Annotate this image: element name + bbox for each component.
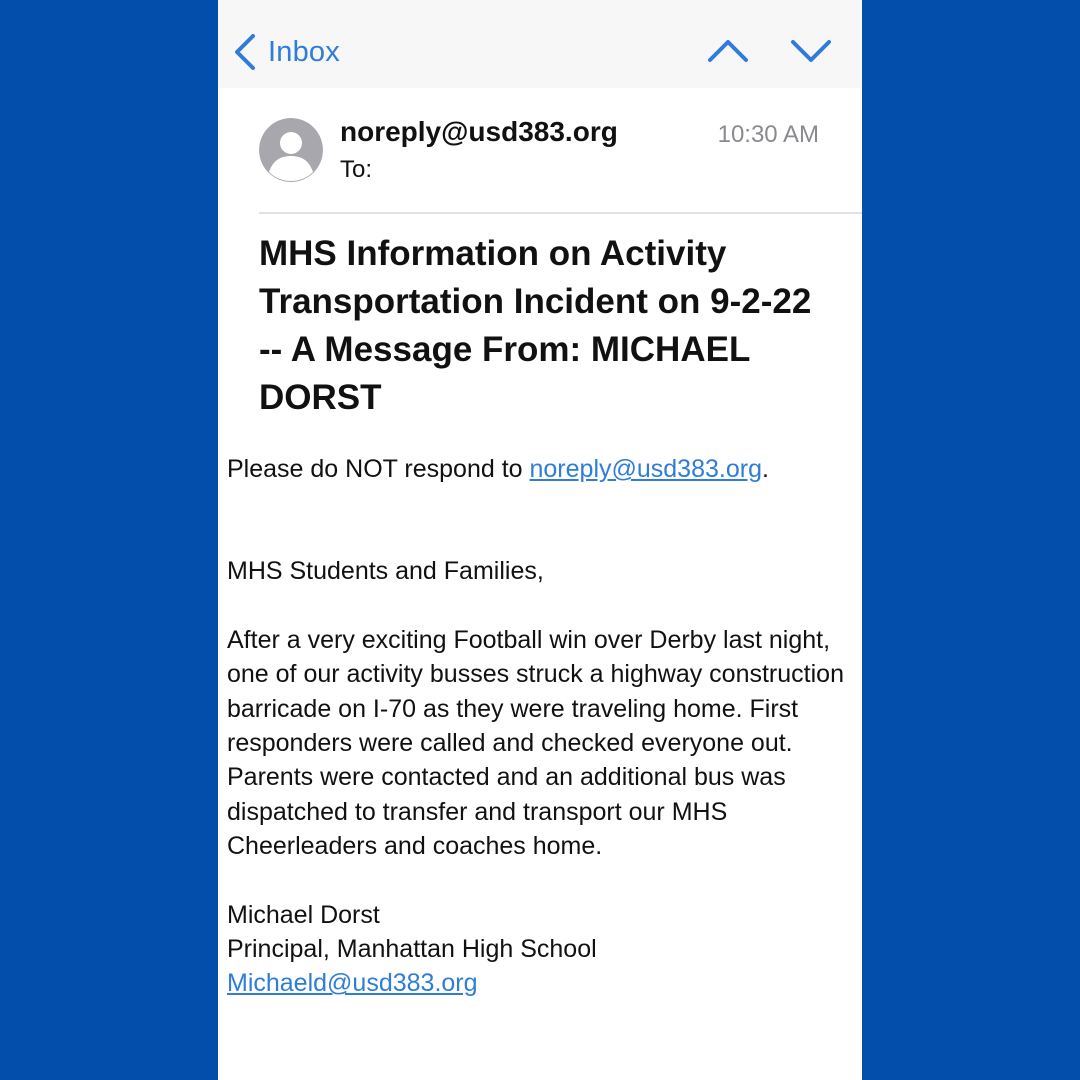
noreply-email-link[interactable]: noreply@usd383.org [529, 455, 762, 483]
notice-period: . [761, 455, 769, 483]
navigation-bar [218, 0, 862, 88]
email-subject: MHS Information on Activity Transportation Incident on 9-2-22 -- A Message From: MICHAEL DORST [259, 234, 812, 417]
greeting: MHS Students and Families, [227, 557, 544, 586]
person-icon [259, 118, 323, 182]
signature [227, 898, 857, 1001]
chevron-left-icon [232, 32, 258, 72]
signature-name: Michael Dorst [227, 900, 380, 929]
message-paragraph: After a very exciting Football win over Derby last night, one of our activity busses struck a highway construction barricade on I-70 as they were traveling home. First responders were called and checked everyone out. Parents were contacted and an additional bus was dispatched to transfer and transport our MHS Cheerleaders and coaches home. [227, 625, 844, 861]
back-to-inbox-button[interactable] [232, 30, 340, 74]
timestamp: 10:30 AM [717, 121, 819, 148]
chevron-down-icon[interactable] [790, 34, 832, 68]
email-body [227, 452, 857, 1001]
avatar[interactable] [259, 118, 323, 182]
chevron-up-icon[interactable] [707, 34, 749, 68]
header-divider [259, 212, 862, 214]
signature-email-link[interactable]: Michaeld@usd383.org [227, 969, 478, 998]
back-label: Inbox [268, 35, 340, 68]
email-screen [218, 0, 862, 1080]
no-reply-notice [227, 452, 857, 486]
notice-text: Please do NOT respond to [227, 455, 530, 483]
sender-address[interactable]: noreply@usd383.org [340, 116, 618, 147]
recipient-label: To: [340, 156, 373, 183]
signature-title: Principal, Manhattan High School [227, 935, 597, 964]
